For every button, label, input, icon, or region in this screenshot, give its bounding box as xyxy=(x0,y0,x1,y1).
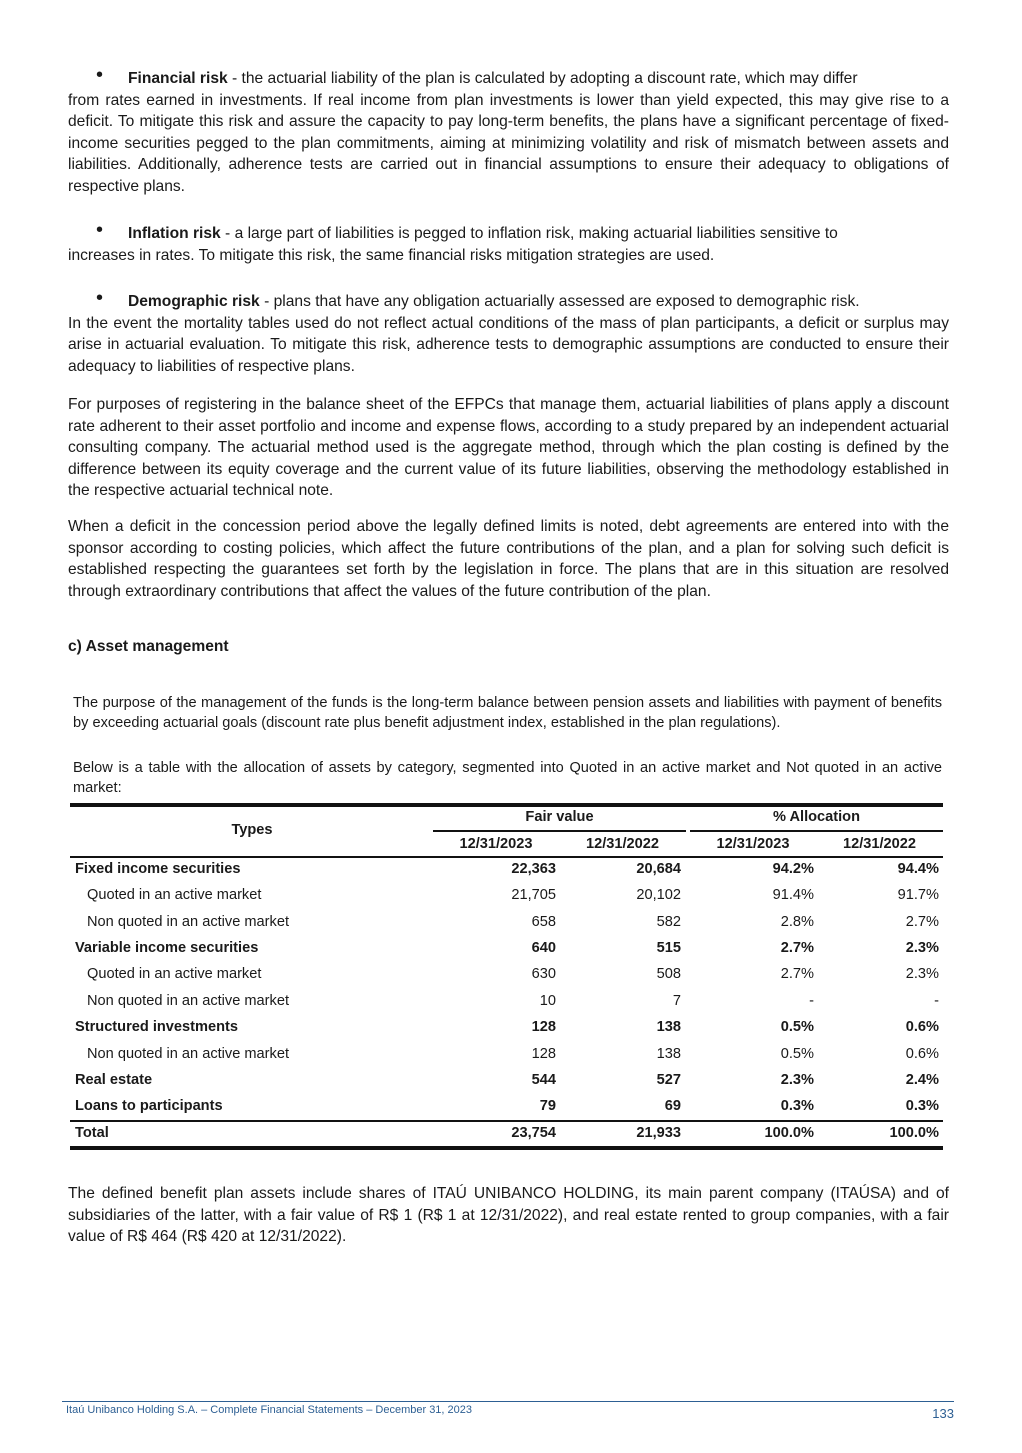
table-row xyxy=(70,883,943,909)
cell-fv-2022: 7 xyxy=(672,993,681,1009)
cell-fv-2023: 10 xyxy=(539,993,556,1009)
bullet-demographic-risk xyxy=(68,287,949,377)
header-date-2023: 12/31/2023 xyxy=(716,836,790,852)
paragraph-deficit: When a deficit in the concession period above the legally defined limits is noted, debt agreements are entered into with the sponsor according to costing policies, which affect the future contributions of the plan, and a plan for solving such deficit is established respecting the guarantees set forth by the legislation in force. The plans that are in this situation are resolved through extraordinary contributions that affect the values of the future contribution of the plan. xyxy=(68,518,949,600)
cell-pct-2023: 0.5% xyxy=(780,1046,814,1062)
row-label: Real estate xyxy=(75,1072,153,1088)
cell-fv-2023: 128 xyxy=(531,1046,556,1062)
intro-paragraph-table: Below is a table with the allocation of assets by category, segmented into Quoted in an active market and Not quoted in an active market: xyxy=(73,760,942,796)
cell-pct-2022: 2.4% xyxy=(905,1072,939,1088)
table-row xyxy=(70,989,943,1015)
table-row xyxy=(70,857,943,883)
header-types: Types xyxy=(231,822,273,838)
cell-pct-2022: 2.3% xyxy=(905,940,939,956)
bullet-text: - a large part of liabilities is pegged to inflation risk, making actuarial liabilities sensitive to xyxy=(220,225,838,242)
cell-fv-2022: 508 xyxy=(656,966,681,982)
cell-fv-2023: 23,754 xyxy=(511,1125,556,1141)
cell-pct-2022: 0.3% xyxy=(905,1098,939,1114)
header-date-2023: 12/31/2023 xyxy=(459,836,533,852)
cell-fv-2022: 527 xyxy=(656,1072,681,1088)
bullet-text: - plans that have any obligation actuarially assessed are exposed to demographic risk. xyxy=(259,293,860,310)
intro-paragraph-purpose: The purpose of the management of the funds is the long-term balance between pension assets and liabilities with payment of benefits by exceeding actuarial goals (discount rate plus benefit adjustment index, established in the plan regulations). xyxy=(73,695,942,731)
cell-pct-2023: 94.2% xyxy=(772,861,814,877)
cell-pct-2022: 0.6% xyxy=(905,1046,939,1062)
bullet-lead: Inflation risk xyxy=(128,225,221,242)
row-label: Quoted in an active market xyxy=(87,887,262,903)
row-label: Total xyxy=(75,1125,109,1141)
bullet-financial-risk xyxy=(68,64,949,198)
row-label: Non quoted in an active market xyxy=(87,993,289,1009)
table-row xyxy=(70,1015,943,1041)
table-top-rule xyxy=(70,803,943,807)
bullet-inflation-risk xyxy=(68,219,949,266)
cell-pct-2023: - xyxy=(809,993,814,1009)
footer-title: Itaú Unibanco Holding S.A. – Complete Financial Statements – December 31, 2023 xyxy=(66,1404,473,1416)
bullet-continuation: increases in rates. To mitigate this risk, the same financial risks mitigation strategies are used. xyxy=(68,246,715,264)
cell-pct-2023: 2.3% xyxy=(780,1072,814,1088)
cell-fv-2023: 79 xyxy=(539,1098,556,1114)
table-row xyxy=(70,1042,943,1068)
table-row xyxy=(70,910,943,936)
cell-fv-2022: 69 xyxy=(664,1098,681,1114)
cell-pct-2023: 0.5% xyxy=(780,1019,814,1035)
cell-fv-2022: 20,102 xyxy=(636,887,681,903)
footer-rule xyxy=(62,1401,954,1402)
row-label: Loans to participants xyxy=(75,1098,223,1114)
section-heading: c) Asset management xyxy=(68,638,229,655)
cell-fv-2022: 582 xyxy=(656,914,681,930)
header-allocation: % Allocation xyxy=(772,809,861,825)
cell-fv-2023: 630 xyxy=(531,966,556,982)
row-label: Non quoted in an active market xyxy=(87,914,289,930)
bullet-dot: • xyxy=(96,219,104,241)
page-number: 133 xyxy=(932,1406,954,1421)
cell-pct-2022: 94.4% xyxy=(897,861,939,877)
cell-pct-2023: 2.7% xyxy=(780,966,814,982)
paragraph-discount-rate: For purposes of registering in the balance sheet of the EFPCs that manage them, actuarial liabilities of plans apply a discount rate adherent to their asset portfolio and income and expense flows, according to a study prepared by an independent actuarial consulting company. The actuarial method used is the aggregate method, through which the plan costing is defined by the difference between its equity coverage and the current value of its future liabilities, observing the methodology established in the respective actuarial technical note. xyxy=(68,396,949,500)
bullet-lead: Demographic risk xyxy=(128,293,260,310)
row-label: Variable income securities xyxy=(75,940,259,956)
cell-fv-2022: 138 xyxy=(656,1019,681,1035)
table-total-row xyxy=(70,1121,943,1147)
cell-pct-2022: 2.3% xyxy=(905,966,939,982)
cell-fv-2022: 138 xyxy=(656,1046,681,1062)
cell-fv-2022: 20,684 xyxy=(636,861,681,877)
header-fair-value: Fair value xyxy=(525,809,594,825)
cell-pct-2022: 0.6% xyxy=(905,1019,939,1035)
table-row xyxy=(70,936,943,962)
cell-fv-2022: 21,933 xyxy=(636,1125,681,1141)
header-date-2022: 12/31/2022 xyxy=(585,836,660,852)
header-date-2022: 12/31/2022 xyxy=(842,836,917,852)
cell-fv-2023: 640 xyxy=(531,940,556,956)
bullet-continuation: from rates earned in investments. If real income from plan investments is lower than yield expected, this may give rise to a deficit. To mitigate this risk and assure the capacity to pay long-term benefits, the plans have a significant percentage of fixed-income securities pegged to the plan commitments, aiming at minimizing volatility and risk of mismatch between assets and liabilities. Additionally, adherence tests are carried out in financial assumptions to ensure their adequacy to obligations of respective plans. xyxy=(68,91,949,195)
table-bottom-rule xyxy=(70,1146,943,1150)
bullet-dot: • xyxy=(96,287,104,309)
cell-fv-2023: 544 xyxy=(531,1072,556,1088)
cell-pct-2023: 91.4% xyxy=(772,887,814,903)
bullet-text: - the actuarial liability of the plan is calculated by adopting a discount rate, which may differ xyxy=(227,70,858,87)
table-row xyxy=(70,1068,943,1094)
row-label: Fixed income securities xyxy=(75,861,241,877)
header-underline xyxy=(690,830,943,832)
cell-pct-2022: 100.0% xyxy=(889,1125,939,1141)
cell-fv-2023: 128 xyxy=(531,1019,556,1035)
bullet-continuation: In the event the mortality tables used do not reflect actual conditions of the mass of plan participants, a deficit or surplus may arise in actuarial evaluation. To mitigate this risk, adherence tests to demographic assumptions are conducted to ensure their adequacy to liabilities of respective plans. xyxy=(68,314,949,375)
cell-fv-2023: 658 xyxy=(531,914,556,930)
cell-pct-2023: 2.7% xyxy=(780,940,814,956)
cell-pct-2022: 2.7% xyxy=(905,914,939,930)
bullet-dot: • xyxy=(96,64,104,86)
cell-pct-2023: 100.0% xyxy=(764,1125,814,1141)
bullet-lead: Financial risk xyxy=(128,70,228,87)
cell-pct-2023: 0.3% xyxy=(780,1098,814,1114)
row-label: Non quoted in an active market xyxy=(87,1046,289,1062)
cell-fv-2022: 515 xyxy=(656,940,681,956)
header-underline xyxy=(433,830,686,832)
table-row xyxy=(70,962,943,988)
cell-pct-2022: - xyxy=(934,993,939,1009)
row-label: Structured investments xyxy=(75,1019,239,1035)
cell-fv-2023: 21,705 xyxy=(511,887,556,903)
cell-pct-2023: 2.8% xyxy=(780,914,814,930)
row-label: Quoted in an active market xyxy=(87,966,262,982)
closing-paragraph: The defined benefit plan assets include shares of ITAÚ UNIBANCO HOLDING, its main parent company (ITAÚSA) and of subsidiaries of the latter, with a fair value of R$ 1 (R$ 1 at 12/31/2022), and real estate rented to group companies, with a fair value of R$ 464 (R$ 420 at 12/31/2022). xyxy=(68,1185,949,1246)
cell-pct-2022: 91.7% xyxy=(897,887,939,903)
table-row xyxy=(70,1094,943,1120)
cell-fv-2023: 22,363 xyxy=(511,861,556,877)
